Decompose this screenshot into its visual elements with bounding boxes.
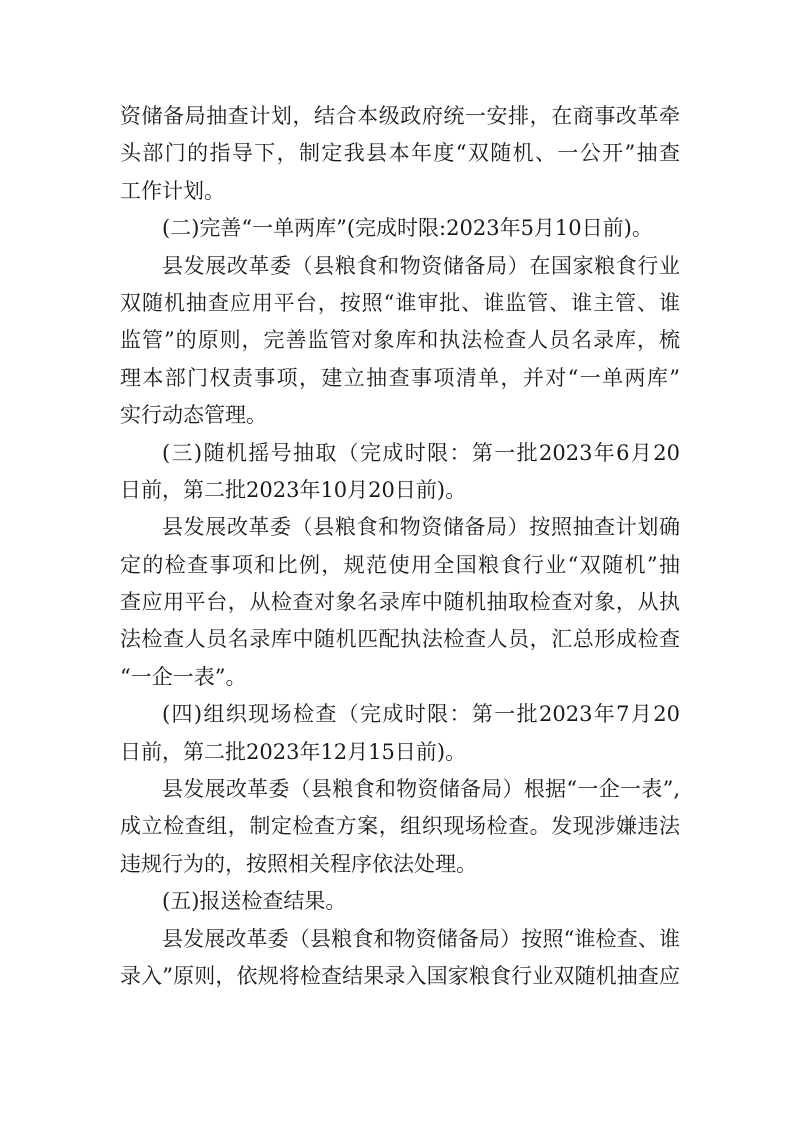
section-heading-5: (五)报送检查结果。 (162, 889, 347, 914)
paragraph-line: 县发展改革委（县粮食和物资储备局）根据“一企一表”, (162, 777, 680, 802)
paragraph-line: 县发展改革委（县粮食和物资储备局）按照“谁检查、谁 (162, 926, 680, 951)
paragraph-line: 违规行为的，按照相关程序依法处理。 (120, 851, 477, 876)
paragraph-line: 日前，第二批2023年10月20日前)。 (120, 477, 467, 502)
paragraph-line: 查应用平台，从检查对象名录库中随机抽取检查对象，从执 (120, 590, 680, 615)
paragraph-line: 双随机抽查应用平台，按照“谁审批、谁监管、谁主管、谁 (120, 290, 680, 315)
paragraph-line: 理本部门权责事项，建立抽查事项清单，并对“一单两库” (120, 365, 680, 390)
section-heading-3: (三)随机摇号抽取（完成时限：第一批2023年6月20 (162, 440, 680, 465)
paragraph-line: 实行动态管理。 (120, 403, 267, 428)
paragraph-line: 法检查人员名录库中随机匹配执法检查人员，汇总形成检查 (120, 627, 680, 652)
paragraph-line: 录入”原则，依规将检查结果录入国家粮食行业双随机抽查应 (120, 963, 680, 988)
paragraph-line: “一企一表”。 (120, 664, 247, 689)
paragraph-line: 县发展改革委（县粮食和物资储备局）在国家粮食行业 (162, 253, 680, 278)
paragraph-line: 定的检查事项和比例，规范使用全国粮食行业“双随机”抽 (120, 552, 680, 577)
paragraph-line: 监管”的原则，完善监管对象库和执法检查人员名录库，梳 (120, 328, 680, 353)
paragraph-line: 资储备局抽查计划，结合本级政府统一安排，在商事改革牵 (120, 104, 680, 128)
paragraph-line: 工作计划。 (120, 178, 225, 203)
paragraph-line: 头部门的指导下，制定我县本年度“双随机、一公开”抽查 (120, 141, 680, 166)
section-heading-2: (二)完善“一单两库”(完成时限:2023年5月10日前)。 (162, 216, 653, 241)
paragraph-line: 县发展改革委（县粮食和物资储备局）按照抽查计划确 (162, 515, 680, 540)
paragraph-line: 成立检查组，制定检查方案，组织现场检查。发现涉嫌违法 (120, 814, 680, 839)
paragraph-line: 日前，第二批2023年12月15日前)。 (120, 739, 467, 764)
section-heading-4: (四)组织现场检查（完成时限：第一批2023年7月20 (162, 702, 680, 727)
document-body (120, 98, 680, 995)
